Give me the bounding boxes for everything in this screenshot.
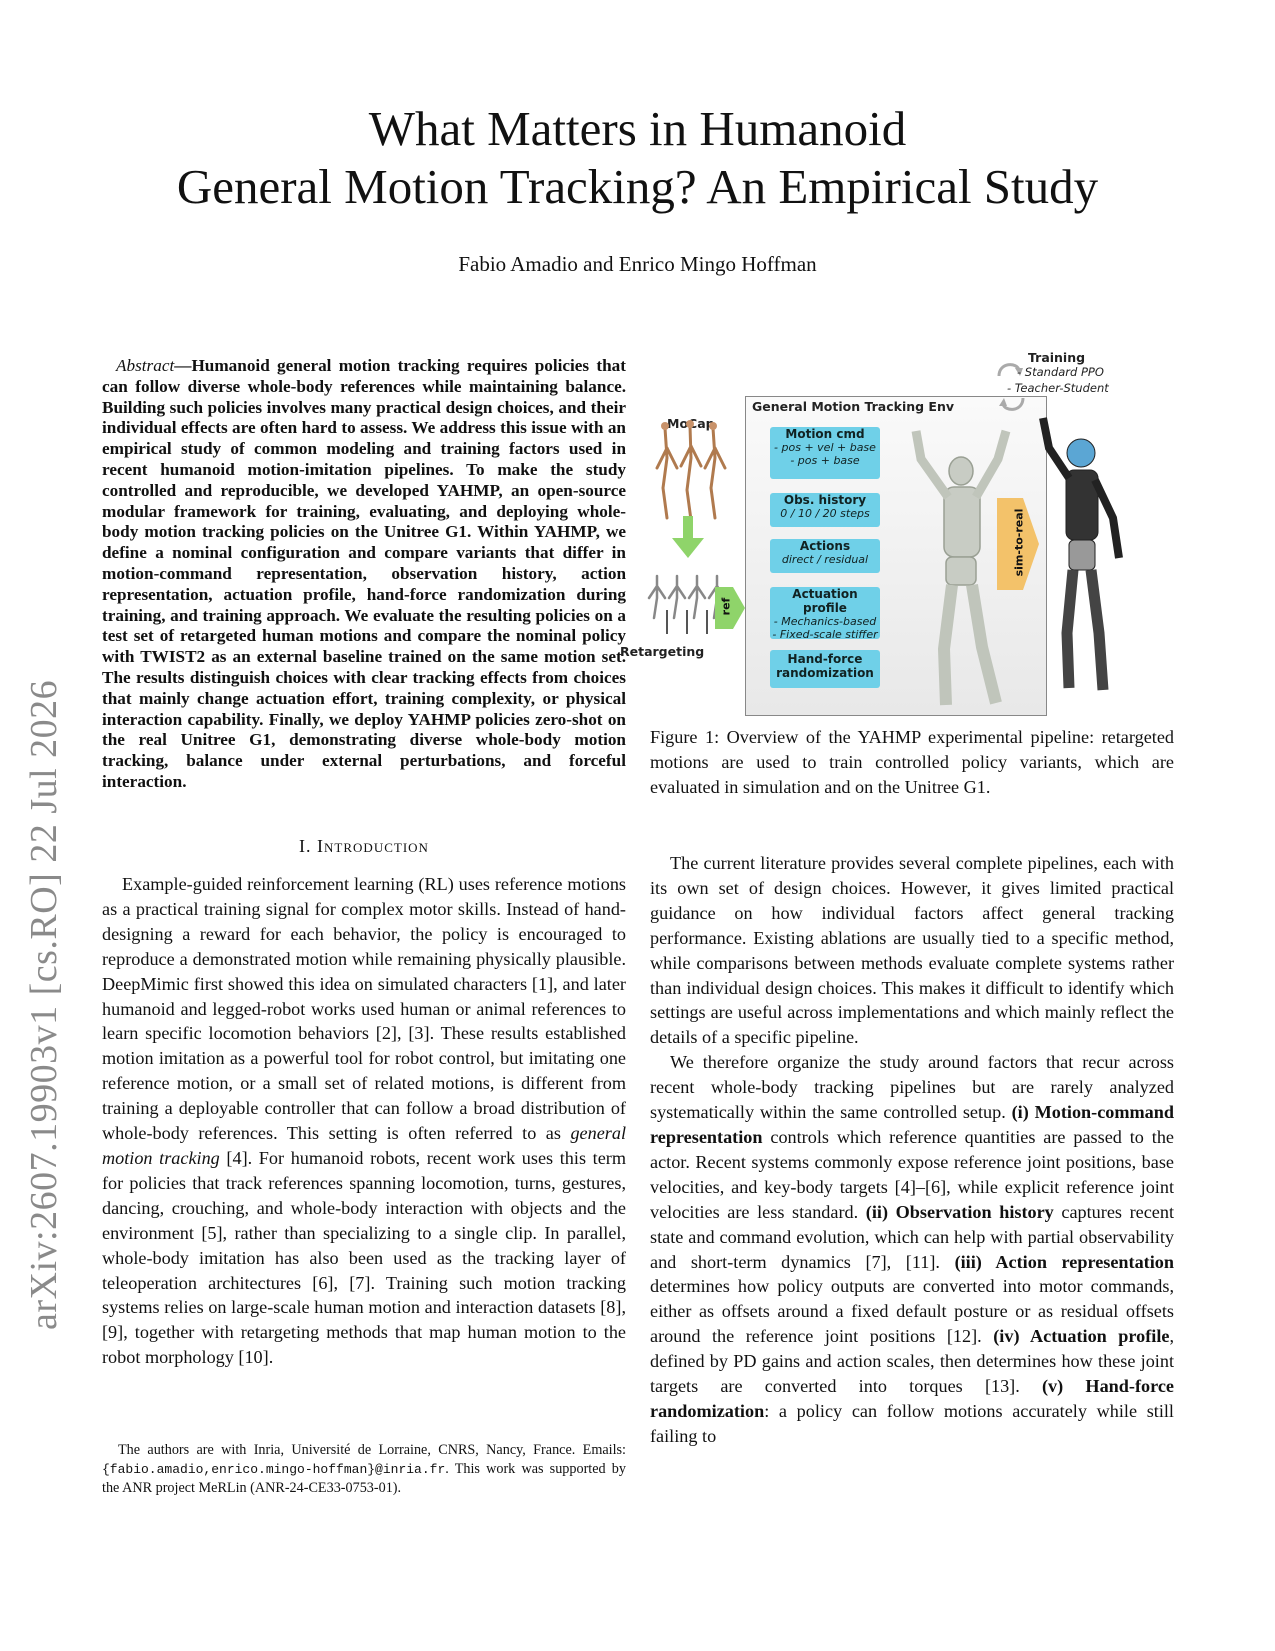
actions-title: Actions [799,539,851,553]
intro-paragraph-1 [102,872,626,1370]
motion-cmd-title: Motion cmd [785,427,865,441]
motion-cmd-line-1: - pos + vel + base [774,441,876,454]
section-title: Introduction [317,836,429,856]
mocap-figures-image [645,418,735,528]
real-robot-image [1033,408,1133,708]
motion-cmd-line-2: - pos + base [790,454,860,467]
ref-label: ref [719,597,733,616]
factor-4-label: (iv) Actuation profile [993,1326,1170,1347]
intro-text-a: Example-guided reinforcement learning (RL) uses reference motions as a practical training signal for complex motor skills. Instead of hand-designing a reward for each behavior, the policy is encouraged to reproduce a demonstrated motion while remaining physically plausible. DeepMimic first showed this idea on simulated characters [1], and later humanoid and legged-robot works used human or animal references to learn specific locomotion behaviors [2], [3]. These results established motion imitation as a powerful tool for robot control, but imitating one reference motion, or a small set of related motions, is different from training a deployable controller that can follow a broad distribution of whole-body references. This setting is often referred to as [102,874,626,1144]
motion-cmd-box [770,427,880,479]
footnote-affiliation: The authors are with Inria, Université de Lorraine, CNRS, Nancy, France. Emails: [118,1442,626,1458]
section-number: I. [299,836,312,856]
factor-2-label: (ii) Observation history [865,1201,1054,1222]
factors-intro: We therefore organize the study around factors that recur across recent whole-body tracking pipelines but are rarely analyzed systematically within the same controlled setup. [650,1052,1174,1123]
actuation-line-2: - Fixed-scale stiffer [772,628,878,641]
abstract-label: Abstract [116,356,175,375]
footnote [102,1441,626,1498]
intro-emphasis: general motion tracking [102,1123,626,1168]
factor-1-text: controls which reference quantities are passed to the actor. Recent systems commonly expose reference joint positions, base velocities, and key-body targets [4]–[6], while explicit reference joint velocities are less standard. [650,1126,1174,1222]
figure-caption: Figure 1: Overview of the YAHMP experimental pipeline: retargeted motions are used to train controlled policy variants, which are evaluated in simulation and on the Unitree G1. [650,727,1174,797]
title-line-2: General Motion Tracking? An Empirical Study [176,159,1099,214]
hand-force-title: Hand-force randomization [776,652,874,680]
factor-1-label: (i) Motion-command representation [650,1102,1175,1147]
obs-history-line-1: 0 / 10 / 20 steps [780,507,870,520]
paper-title [0,100,1275,216]
intro-text-b: [4]. For humanoid robots, recent work uses this term for policies that track references spanning locomotion, turns, gestures, dancing, crouching, and whole-body interaction with objects and the environment [5], rather than specializing to a single clip. In parallel, whole-body imitation has also been used as the tracking layer of teleoperation architectures [6], [7]. Training such motion tracking systems relies on large-scale human motion and interaction datasets [8], [9], together with retargeting methods that map human motion to the robot morphology [10]. [102,1147,626,1368]
authors: Fabio Amadio and Enrico Mingo Hoffman [458,252,817,276]
actuation-line-1: - Mechanics-based [773,615,877,628]
training-item-1: - Standard PPO [1017,365,1104,379]
env-title: General Motion Tracking Env [752,399,955,414]
retargeting-label: Retargeting [620,644,705,659]
figure-1 [620,350,1170,718]
down-arrow-icon [670,516,706,560]
abstract-text: —Humanoid general motion tracking requires policies that can follow diverse whole-body references while maintaining balance. Building such policies involves many practical design choices, and their individual effects are often hard to assess. We address this issue with an empirical study of common modeling and training factors used in recent humanoid motion-imitation pipelines. To make the study controlled and reproducible, we developed YAHMP, an open-source modular framework for training, evaluating, and deploying whole-body motion tracking policies on the Unitree G1. Within YAHMP, we define a nominal configuration and compare variants that differ in motion-command representation, observation history, action representation, actuation profile, hand-force randomization during training, and training approach. We evaluate the resulting policies on a test set of retargeted human motions and compare the nominal policy with TWIST2 as an external baseline trained on the same motion set. The results distinguish choices with clear tracking effects from choices that mainly change actuation effort, training complexity, or physical interaction capability. Finally, we deploy YAHMP policies zero-shot on the real Unitree G1, demonstrating diverse whole-body motion tracking, balance under external perturbations, and forceful interaction. [102,356,626,791]
arxiv-identifier: arXiv:2607.19903v1 [cs.RO] 22 Jul 2026 [23,679,65,1330]
factor-2-text: captures recent state and command evolution, which can help with partial observability and short-term dynamics [7], [11]. [650,1201,1175,1272]
right-paragraph-1: The current literature provides several complete pipelines, each with its own set of design choices. However, it gives limited practical guidance on how individual factors affect general tracking performance. Existing ablations are usually tied to a specific method, while comparisons between methods evaluate complete systems rather than individual design choices. This makes it difficult to identify which settings are useful across implementations and which mainly reflect the details of a specific pipeline. [650,853,1174,1048]
title-line-1: What Matters in Humanoid [368,101,907,156]
factor-4-text: , defined by PD gains and action scales, then determines how these joint targets are converted into torques [13]. [650,1326,1175,1397]
hand-force-box [770,650,880,688]
training-title: Training [1028,350,1086,365]
factor-5-text: : a policy can follow motions accurately while still failing to [650,1400,1174,1446]
footnote-emails: {fabio.amadio,enrico.mingo-hoffman}@inria.fr [102,1461,446,1477]
abstract [102,356,626,793]
factor-3-label: (iii) Action representation [954,1251,1174,1272]
obs-history-title: Obs. history [783,493,867,507]
footnote-funding: . This work was supported by the ANR project MeRLin (ANR-24-CE33-0753-01). [102,1460,626,1496]
actuation-profile-box [770,587,880,639]
section-heading [102,836,626,857]
left-column [102,872,626,1370]
sim-to-real-label: sim-to-real [1012,508,1026,577]
training-item-2: - Teacher-Student [1007,381,1109,395]
actions-line-1: direct / residual [781,553,869,566]
actions-box [770,539,880,573]
right-paragraph-2 [650,1050,1174,1449]
actuation-profile-title: Actuation profile [792,587,858,615]
right-column [650,851,1174,1449]
factor-5-label: (v) Hand-force randomization [650,1376,1174,1421]
factor-3-text: determines how policy outputs are converted into motor commands, either as offsets around a fixed default posture or as residual offsets around the reference joint positions [12]. [650,1276,1174,1347]
loop-arrow-return-icon [997,394,1027,416]
obs-history-box [770,493,880,527]
